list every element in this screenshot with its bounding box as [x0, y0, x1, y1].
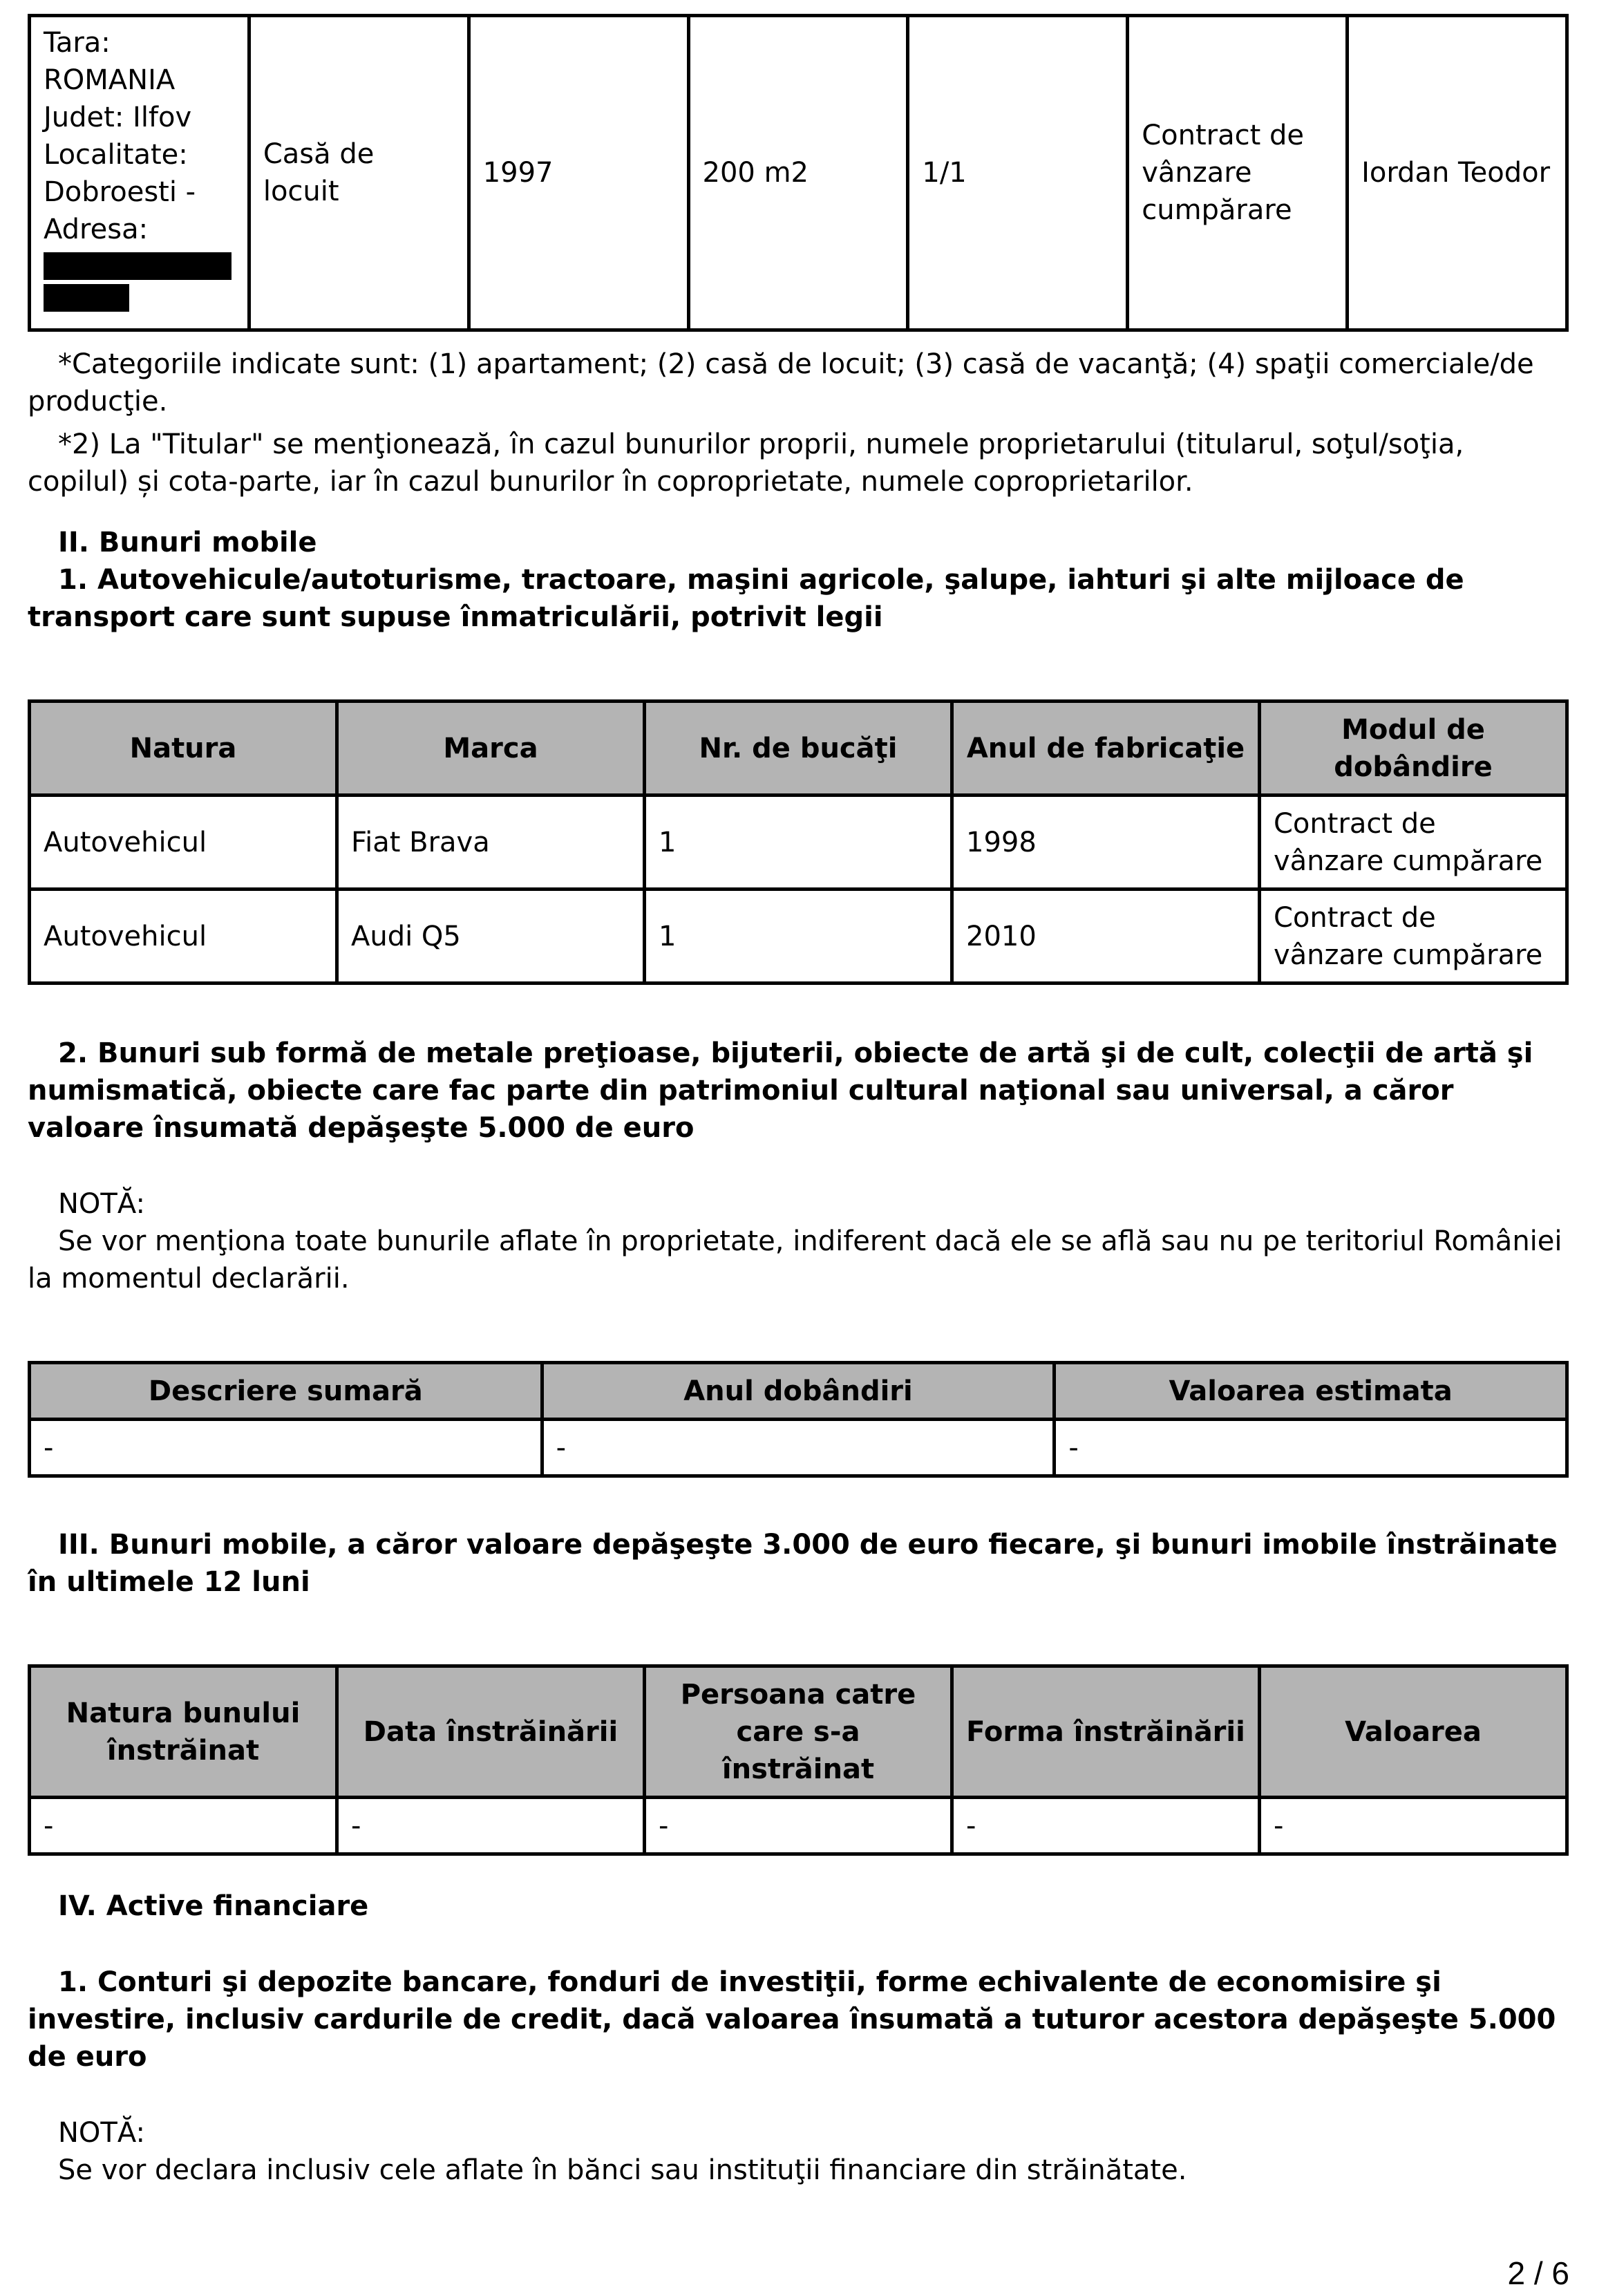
- table-row: [30, 16, 1567, 330]
- table-cell: -: [1260, 1798, 1567, 1854]
- nota-text: Se vor declara inclusiv cele aflate în bănci sau instituţii financiare din străinătate.: [58, 2154, 1187, 2186]
- redacted-block: [44, 284, 129, 312]
- note-titular: *2) La "Titular" se menţionează, în cazul bunurilor proprii, numele proprietarului (titularul, soţul/soţia, copilul) și cota-parte, iar în cazul bunurilor în coproprietate, numele coproprietarilor.: [28, 429, 1464, 498]
- table-row: [30, 890, 1567, 984]
- column-header: Valoarea: [1260, 1666, 1567, 1798]
- address-line: ROMANIA: [44, 64, 176, 96]
- column-header: Nr. de bucăţi: [645, 702, 952, 796]
- alienated-assets-table: [28, 1664, 1569, 1856]
- table-cell: Autovehicul: [30, 796, 337, 890]
- table-header-row: [30, 1363, 1567, 1420]
- table-cell: 1: [645, 796, 952, 890]
- acquisition-cell: Contract de vânzare cumpărare: [1128, 16, 1348, 330]
- year-cell: 1997: [469, 16, 688, 330]
- address-line: Adresa:: [44, 214, 149, 245]
- table-header-row: [30, 702, 1567, 796]
- column-header: Persoana catre care s-a înstrăinat: [645, 1666, 952, 1798]
- column-header: Forma înstrăinării: [952, 1666, 1260, 1798]
- address-line: Tara:: [44, 27, 111, 59]
- vehicles-table: [28, 699, 1569, 985]
- table-cell: 2010: [952, 890, 1260, 984]
- nota-label: NOTĂ:: [58, 1188, 145, 1220]
- share-cell: 1/1: [908, 16, 1128, 330]
- nota-text: Se vor menţiona toate bunurile aflate în proprietate, indiferent dacă ele se află sau nu pe teritoriul României la momentul declarării.: [28, 1225, 1562, 1295]
- column-header: Data înstrăinării: [337, 1666, 645, 1798]
- table-cell: -: [1055, 1420, 1567, 1476]
- table-row: [30, 1420, 1567, 1476]
- table-cell: 1: [645, 890, 952, 984]
- table-cell: Autovehicul: [30, 890, 337, 984]
- valuables-table: [28, 1361, 1569, 1478]
- property-table: [28, 14, 1569, 332]
- table-cell: 1998: [952, 796, 1260, 890]
- column-header: Descriere sumară: [30, 1363, 542, 1420]
- redacted-block: [44, 252, 231, 280]
- subsection-title: 1. Autovehicule/autoturisme, tractoare, maşini agricole, şalupe, iahturi şi alte mijloace de transport care sunt supuse înmatriculării, potrivit legii: [28, 564, 1464, 633]
- table-row: [30, 1798, 1567, 1854]
- nota-label: NOTĂ:: [58, 2117, 145, 2149]
- column-header: Natura bunului înstrăinat: [30, 1666, 337, 1798]
- table-cell: Audi Q5: [337, 890, 645, 984]
- holder-cell: Iordan Teodor: [1348, 16, 1567, 330]
- table-cell: -: [645, 1798, 952, 1854]
- table-cell: -: [30, 1798, 337, 1854]
- table-cell: -: [542, 1420, 1055, 1476]
- table-cell: Contract de vânzare cumpărare: [1260, 890, 1567, 984]
- column-header: Anul dobândiri: [542, 1363, 1055, 1420]
- subsection-title: 1. Conturi şi depozite bancare, fonduri de investiţii, forme echivalente de economisire şi investire, inclusiv cardurile de credit, dacă valoarea însumată a tuturor acestora depăşeşte 5.000 de euro: [28, 1966, 1556, 2073]
- section-title: II. Bunuri mobile: [58, 527, 317, 558]
- column-header: Valoarea estimata: [1055, 1363, 1567, 1420]
- column-header: Modul de dobândire: [1260, 702, 1567, 796]
- table-cell: -: [952, 1798, 1260, 1854]
- table-cell: Contract de vânzare cumpărare: [1260, 796, 1567, 890]
- table-cell: -: [337, 1798, 645, 1854]
- document-page: [28, 14, 1569, 2189]
- note-categories: *Categoriile indicate sunt: (1) apartament; (2) casă de locuit; (3) casă de vacanţă; (4) spaţii comerciale/de producţie.: [28, 348, 1534, 417]
- address-line: Dobroesti -: [44, 176, 196, 208]
- page-number: 2 / 6: [1507, 2255, 1569, 2291]
- table-header-row: [30, 1666, 1567, 1798]
- category-cell: Casă de locuit: [249, 16, 469, 330]
- column-header: Anul de fabricaţie: [952, 702, 1260, 796]
- area-cell: 200 m2: [688, 16, 908, 330]
- address-line: Judet: Ilfov: [44, 102, 192, 133]
- section-title: III. Bunuri mobile, a căror valoare depăşeşte 3.000 de euro fiecare, şi bunuri imobile înstrăinate în ultimele 12 luni: [28, 1529, 1558, 1598]
- address-line: Localitate:: [44, 139, 188, 171]
- table-cell: -: [30, 1420, 542, 1476]
- column-header: Natura: [30, 702, 337, 796]
- subsection-title: 2. Bunuri sub formă de metale preţioase, bijuterii, obiecte de artă şi de cult, colecţii de artă şi numismatică, obiecte care fac parte din patrimoniul cultural naţional sau universal, a căror valoare însumată depăşeşte 5.000 de euro: [28, 1037, 1533, 1144]
- table-row: [30, 796, 1567, 890]
- section-title: IV. Active financiare: [58, 1890, 369, 1922]
- column-header: Marca: [337, 702, 645, 796]
- address-cell: [30, 16, 249, 330]
- table-cell: Fiat Brava: [337, 796, 645, 890]
